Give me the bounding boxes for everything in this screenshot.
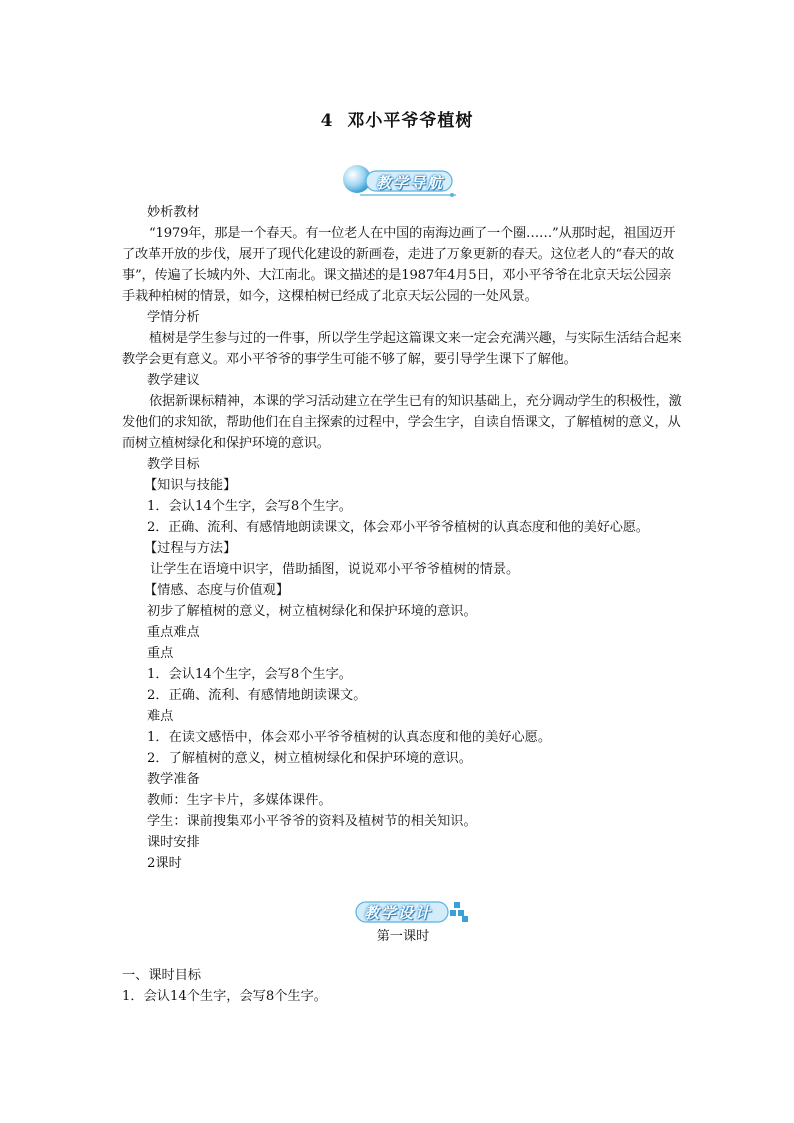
square-icon bbox=[454, 902, 460, 908]
section-heading: 教学准备 bbox=[147, 772, 200, 787]
section-heading: 教学建议 bbox=[147, 373, 200, 388]
list-item: 2．正确、流利、有感情地朗读课文，体会邓小平爷爷植树的认真态度和他的美好心愿。 bbox=[147, 520, 649, 535]
paragraph: 植树是学生参与过的一件事，所以学生学起这篇课文来一定会充满兴趣，与实际生活结合起来教学会更有意义。邓小平爷爷的事学生可能不够了解，要引导学生课下了解他。 bbox=[122, 331, 682, 367]
paragraph: 教师：生字卡片，多媒体课件。 bbox=[147, 793, 332, 808]
paragraph: 依据新课标精神，本课的学习活动建立在学生已有的知识基础上，充分调动学生的积极性，激发他们的求知欲，帮助他们在自主探索的过程中，学会生字，自读自悟课文，了解植树的意义，从而树立植树绿化和保护环境的意识。 bbox=[122, 394, 682, 451]
teaching-design-banner bbox=[354, 896, 472, 926]
section-heading: 教学目标 bbox=[147, 457, 200, 472]
paragraph: 2课时 bbox=[147, 856, 182, 871]
document-body bbox=[122, 202, 684, 1007]
paragraph: “1979年，那是一个春天。有一位老人在中国的南海边画了一个圈……”从那时起，祖国迈开了改革开放的步伐，展开了现代化建设的新画卷，走进了万象更新的春天。这位老人的“春天的故事”，传遍了长城内外、大江南北。课文描述的是1987年4月5日，邓小平爷爷在北京天坛公园亲手栽种柏树的情景，如今，这棵柏树已经成了北京天坛公园的一处风景。 bbox=[122, 226, 676, 304]
list-item: 1．在读文感悟中，体会邓小平爷爷植树的认真态度和他的美好心愿。 bbox=[147, 730, 552, 745]
list-item: 1．会认14个生字，会写8个生字。 bbox=[147, 667, 352, 682]
section-heading: 重点难点 bbox=[147, 625, 200, 640]
spacer bbox=[122, 947, 684, 965]
list-item: 1．会认14个生字，会写8个生字。 bbox=[122, 989, 327, 1004]
paragraph: 初步了解植树的意义，树立植树绿化和保护环境的意识。 bbox=[147, 604, 477, 619]
section-heading: 一、课时目标 bbox=[122, 968, 202, 983]
paragraph: 让学生在语境中识字，借助插图，说说邓小平爷爷植树的情景。 bbox=[150, 562, 520, 577]
section-heading: 课时安排 bbox=[147, 835, 200, 850]
sub-heading: 重点 bbox=[147, 646, 174, 661]
teaching-navigation-banner bbox=[340, 162, 458, 200]
list-item: 2．了解植树的意义，树立植树绿化和保护环境的意识。 bbox=[147, 751, 472, 766]
bracket-heading: 【过程与方法】 bbox=[144, 541, 237, 556]
bracket-heading: 【情感、态度与价值观】 bbox=[144, 583, 290, 598]
section-heading: 学情分析 bbox=[147, 310, 200, 325]
lesson-period-heading: 第一课时 bbox=[376, 929, 430, 944]
lesson-number: 4 bbox=[320, 111, 334, 131]
bracket-heading: 【知识与技能】 bbox=[144, 478, 237, 493]
banner-design-label: 教学设计 bbox=[364, 904, 433, 922]
banner-nav-label: 教学导航 bbox=[376, 174, 445, 192]
lesson-title-text: 邓小平爷爷植树 bbox=[347, 111, 474, 131]
list-item: 1．会认14个生字，会写8个生字。 bbox=[147, 499, 352, 514]
lesson-title bbox=[0, 106, 794, 131]
section-heading: 妙析教材 bbox=[147, 205, 200, 220]
sub-heading: 难点 bbox=[147, 709, 174, 724]
paragraph: 学生：课前搜集邓小平爷爷的资料及植树节的相关知识。 bbox=[147, 814, 477, 829]
list-item: 2．正确、流利、有感情地朗读课文。 bbox=[147, 688, 367, 703]
